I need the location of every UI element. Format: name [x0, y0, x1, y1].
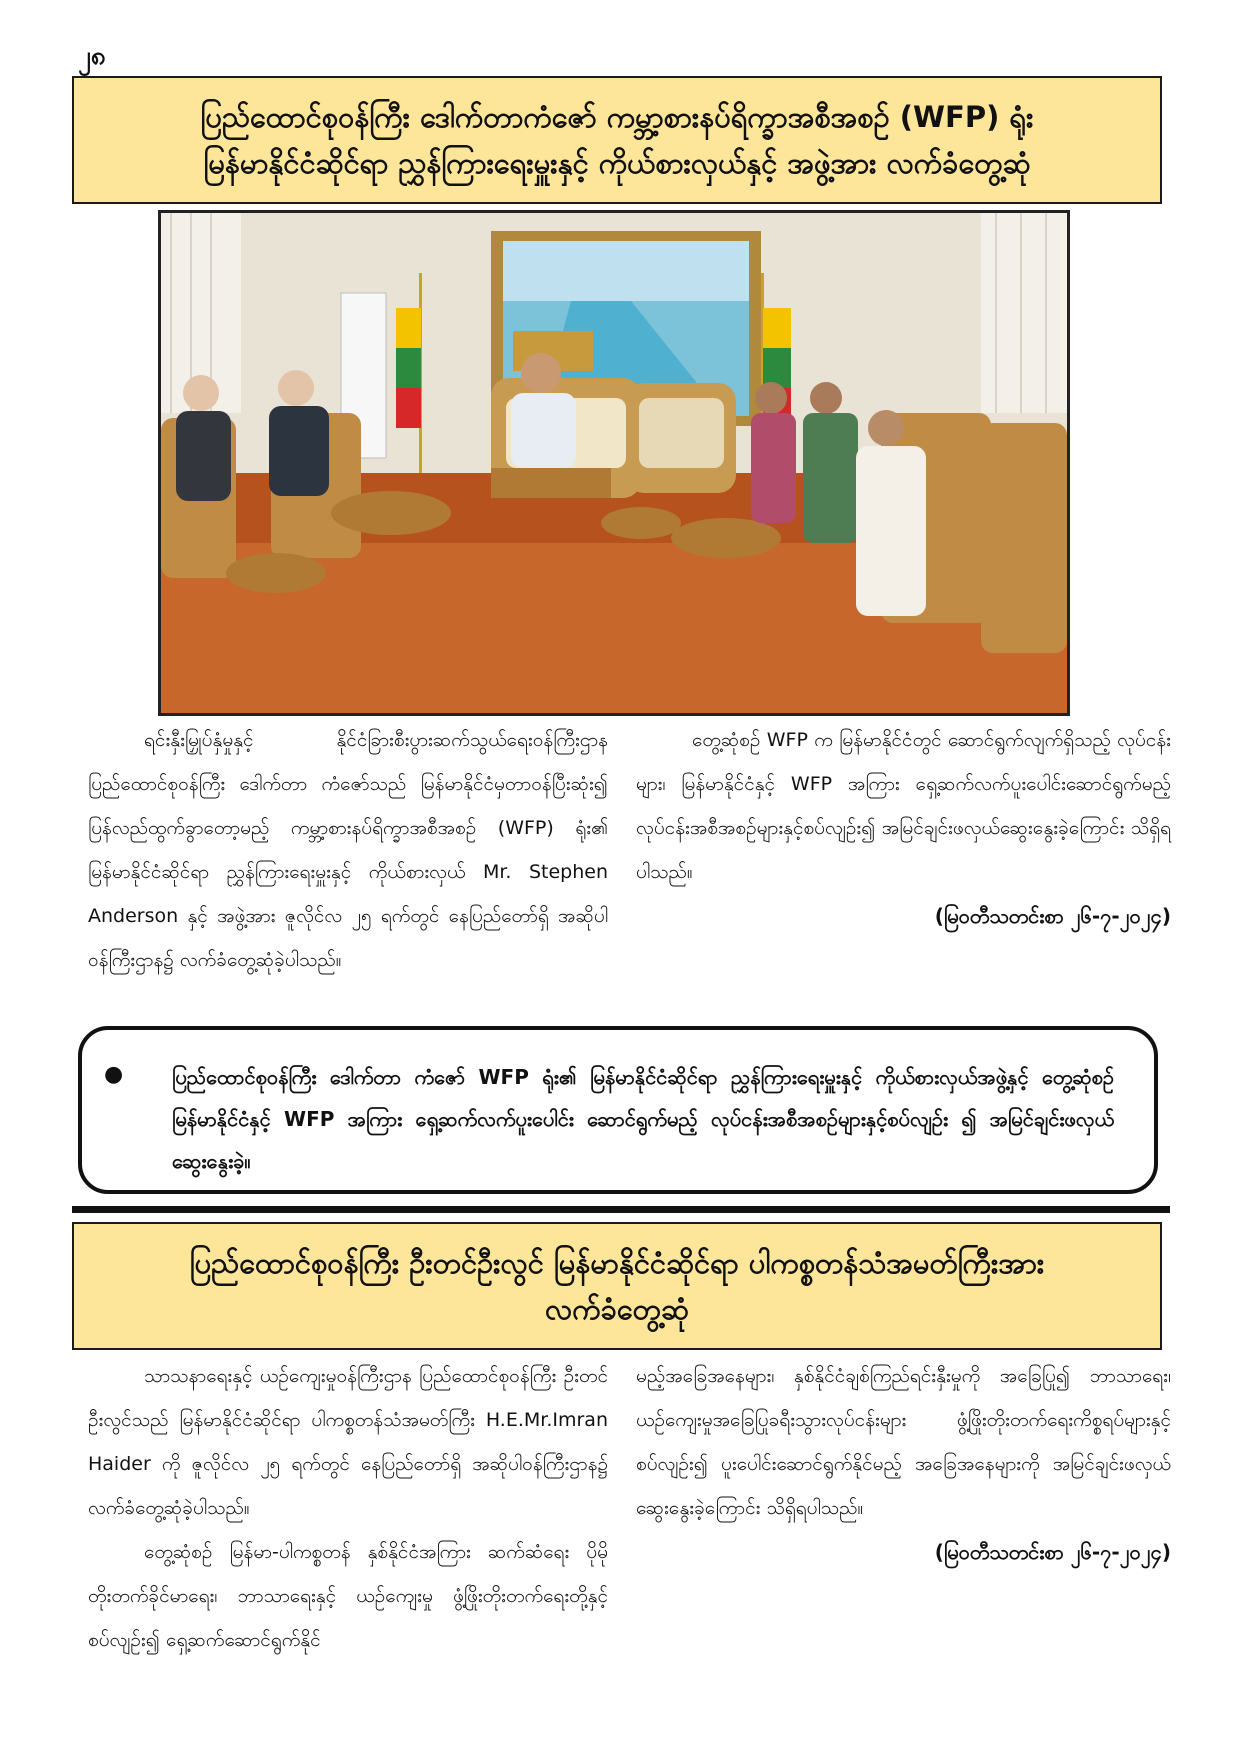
- article2-left-paragraph2: တွေ့ဆုံစဉ် မြန်မာ-ပါကစ္စတန် နှစ်နိုင်ငံအကြား ဆက်ဆံရေး ပိုမိုတိုးတက်ခိုင်မာရေး၊ ဘာသာရေးနှင့် ယဉ်ကျေးမှု ဖွံ့ဖြိုးတိုးတက်ရေးတို့နှင့်စပ်လျဉ်း၍ ရှေ့ဆက်ဆောင်ရွက်နိုင်: [88, 1541, 608, 1651]
- article2-source: (မြဝတီသတင်းစာ ၂၆-၇-၂၀၂၄): [934, 1540, 1171, 1564]
- article2-title-line1: ပြည်ထောင်စုဝန်ကြီး ဦးတင်ဦးလွင် မြန်မာနိုင်ငံဆိုင်ရာ ပါကစ္စတန်သံအမတ်ကြီးအား: [189, 1246, 1045, 1280]
- article2-left-paragraph1: သာသနာရေးနှင့် ယဉ်ကျေးမှုဝန်ကြီးဌာန ပြည်ထောင်စုဝန်ကြီး ဦးတင်ဦးလွင်သည် မြန်မာနိုင်ငံဆိုင်ရာ ပါကစ္စတန်သံအမတ်ကြီး H.E.Mr.Imran Haider ကို ဇူလိုင်လ ၂၅ ရက်တွင် နေပြည်တော်ရှိ အဆိုပါဝန်ကြီးဌာန၌ လက်ခံတွေ့ဆုံခဲ့ပါသည်။: [88, 1365, 608, 1519]
- article2-title: [72, 1222, 1162, 1350]
- summary-text: ပြည်ထောင်စုဝန်ကြီး ဒေါက်တာ ကံဇော် WFP ရုံး၏ မြန်မာနိုင်ငံဆိုင်ရာ ညွှန်ကြားရေးမှူးနှင့် ကိုယ်စားလှယ်အဖွဲ့နှင့် တွေ့ဆုံစဉ် မြန်မာနိုင်ငံနှင့် WFP အကြား ရှေ့ဆက်လက်ပူးပေါင်း ဆောင်ရွက်မည့် လုပ်ငန်းအစီအစဉ်များနှင့်စပ်လျဉ်း ၍ အမြင်ချင်းဖလှယ်ဆွေးနွေးခဲ့။: [172, 1065, 1114, 1173]
- article2-right-column: [636, 1354, 1171, 1574]
- article2-right-paragraph: မည့်အခြေအနေများ၊ နှစ်နိုင်ငံချစ်ကြည်ရင်းနှီးမှုကို အခြေပြု၍ ဘာသာရေး၊ ယဉ်ကျေးမှုအခြေပြုခရီးသွားလုပ်ငန်းများ ဖွံ့ဖြိုးတိုးတက်ရေးကိစ္စရပ်များနှင့်စပ်လျဉ်း၍ ပူးပေါင်းဆောင်ရွက်နိုင်မည့် အခြေအနေများကို အမြင်ချင်းဖလှယ် ဆွေးနွေးခဲ့ကြောင်း သိရှိရပါသည်။: [636, 1365, 1171, 1519]
- article1-right-paragraph: တွေ့ဆုံစဉ် WFP က မြန်မာနိုင်ငံတွင် ဆောင်ရွက်လျက်ရှိသည့် လုပ်ငန်းများ၊ မြန်မာနိုင်ငံနှင့် WFP အကြား ရှေ့ဆက်လက်ပူးပေါင်းဆောင်ရွက်မည့် လုပ်ငန်းအစီအစဉ်များနှင့်စပ်လျဉ်း၍ အမြင်ချင်းဖလှယ်ဆွေးနွေးခဲ့ကြောင်း သိရှိရပါသည်။: [636, 729, 1171, 883]
- article1-left-column: [88, 718, 608, 982]
- summary-box: [78, 1026, 1158, 1194]
- article1-title-line2: မြန်မာနိုင်ငံဆိုင်ရာ ညွှန်ကြားရေးမှူးနှင့် ကိုယ်စားလှယ်နှင့် အဖွဲ့အား လက်ခံတွေ့ဆုံ: [203, 146, 1031, 180]
- bullet-icon: ●: [104, 1062, 124, 1087]
- article1-right-column: [636, 718, 1171, 938]
- section-divider: [72, 1206, 1170, 1213]
- article2-left-column: [88, 1354, 608, 1662]
- article1-source: (မြဝတီသတင်းစာ ၂၆-၇-၂၀၂၄): [934, 904, 1171, 928]
- article1-title: [72, 76, 1162, 204]
- article1-title-line1: ပြည်ထောင်စုဝန်ကြီး ဒေါက်တာကံဇော် ကမ္ဘာ့စားနပ်ရိက္ခာအစီအစဉ် (WFP) ရုံး: [200, 100, 1034, 134]
- article2-title-line2: လက်ခံတွေ့ဆုံ: [545, 1292, 689, 1326]
- page-number: ၂၈: [78, 41, 106, 71]
- meeting-photo: [158, 210, 1070, 716]
- article1-left-paragraph: ရင်းနှီးမြှုပ်နှံမှုနှင့် နိုင်ငံခြားစီးပွားဆက်သွယ်ရေးဝန်ကြီးဌာန ပြည်ထောင်စုဝန်ကြီး ဒေါက်တာ ကံဇော်သည် မြန်မာနိုင်ငံမှတာဝန်ပြီးဆုံး၍ ပြန်လည်ထွက်ခွာတော့မည့် ကမ္ဘာ့စားနပ်ရိက္ခာအစီအစဉ် (WFP) ရုံး၏ မြန်မာနိုင်ငံဆိုင်ရာ ညွှန်ကြားရေးမှူးနှင့် ကိုယ်စားလှယ် Mr. Stephen Anderson နှင့် အဖွဲ့အား ဇူလိုင်လ ၂၅ ရက်တွင် နေပြည်တော်ရှိ အဆိုပါဝန်ကြီးဌာန၌ လက်ခံတွေ့ဆုံခဲ့ပါသည်။: [88, 729, 608, 971]
